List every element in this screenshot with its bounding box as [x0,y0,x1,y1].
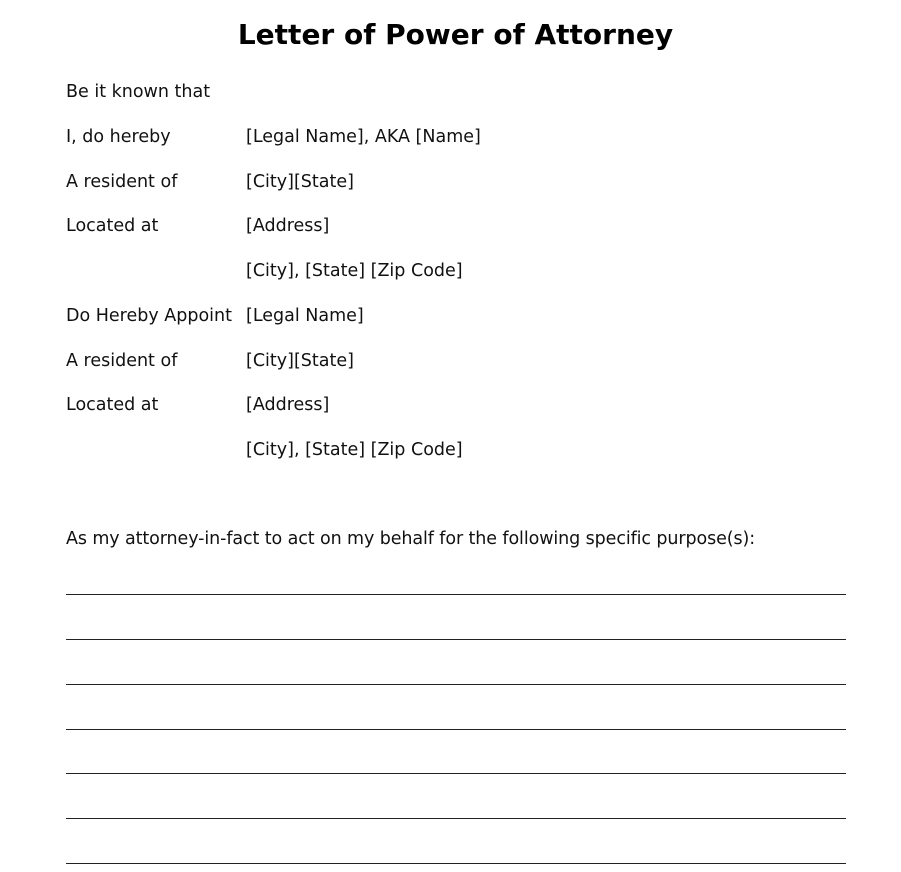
document-title: Letter of Power of Attorney [237,18,674,51]
grantor-name-row [66,127,826,151]
row-label: I, do hereby [66,127,171,147]
row-value: [City][State] [246,172,354,192]
grantor-city-row [66,261,826,285]
row-label: A resident of [66,172,178,192]
purpose-statement: As my attorney-in-fact to act on my behalf for the following specific purpose(s): [66,529,756,549]
blank-line[interactable] [66,773,846,774]
intro-text: Be it known that [66,82,211,102]
agent-residence-row [66,351,826,375]
row-label: Located at [66,216,159,236]
row-value: [City], [State] [Zip Code] [246,261,463,281]
blank-line[interactable] [66,639,846,640]
blank-line[interactable] [66,594,846,595]
grantor-residence-row [66,172,826,196]
row-value: [Address] [246,395,330,415]
row-label: Located at [66,395,159,415]
row-value: [Legal Name] [246,306,364,326]
blank-line[interactable] [66,684,846,685]
agent-name-row [66,306,826,330]
blank-line[interactable] [66,729,846,730]
row-value: [City][State] [246,351,354,371]
agent-city-row [66,440,826,464]
row-value: [City], [State] [Zip Code] [246,440,463,460]
blank-line[interactable] [66,818,846,819]
row-value: [Legal Name], AKA [Name] [246,127,481,147]
blank-line[interactable] [66,863,846,864]
row-label: Do Hereby Appoint [66,306,232,326]
row-label: A resident of [66,351,178,371]
grantor-address-row [66,216,826,240]
row-value: [Address] [246,216,330,236]
agent-address-row [66,395,826,419]
